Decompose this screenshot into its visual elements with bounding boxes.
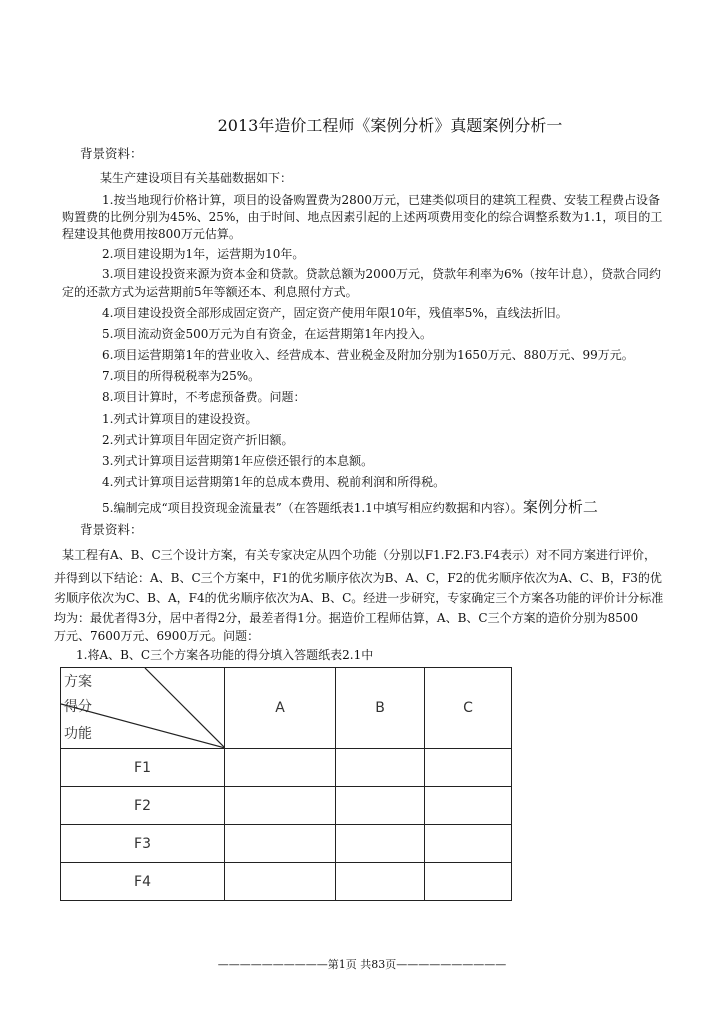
case1-question1: 1.列式计算项目的建设投资。 <box>102 412 258 426</box>
case2-question1: 1.将A、B、C三个方案各功能的得分填入答题纸表2.1中 <box>76 648 374 662</box>
column-header-b: B <box>336 668 425 749</box>
row-label-f4: F4 <box>61 863 225 901</box>
case1-item2: 2.项目建设期为1年，运营期为10年。 <box>102 247 305 261</box>
case2-title: 案例分析二 <box>522 498 598 516</box>
case1-question5-text: 5.编制完成“项目投资现金流量表”（在答题纸表1.1中填写相应约数据和内容）。 <box>102 501 523 515</box>
table-row <box>61 825 512 863</box>
case1-question2: 2.列式计算项目年固定资产折旧额。 <box>102 433 294 447</box>
case2-background-heading: 背景资料： <box>80 522 143 537</box>
case1-intro: 某生产建设项目有关基础数据如下： <box>100 171 293 185</box>
table-header-row <box>61 668 512 749</box>
page-title: 2013年造价工程师《案例分析》真题案例分析一 <box>217 116 563 135</box>
case1-question5 <box>102 499 598 516</box>
case2-paragraph-line1: 某工程有A、B、C三个设计方案，有关专家决定从四个功能（分别以F1.F2.F3.F4表示）对不同方案进行评价， <box>62 548 656 562</box>
case1-item3-line2: 定的还款方式为运营期前5年等额还本、利息照付方式。 <box>62 285 358 299</box>
corner-label-scheme: 方案 <box>64 674 92 690</box>
case1-item1-line2: 购置费的比例分别为45%、25%，由于时间、地点因素引起的上述两项费用变化的综合调整系数为1.1，项目的工 <box>62 210 663 224</box>
case1-item7: 7.项目的所得税税率为25%。 <box>102 369 261 383</box>
row-label-f3: F3 <box>61 825 225 863</box>
corner-label-score: 得分 <box>64 699 92 715</box>
score-cell <box>336 825 425 863</box>
case2-paragraph-line3: 劣顺序依次为C、B、A，F4的优劣顺序依次为A、B、C。经进一步研究，专家确定三个方案各功能的评价计分标准 <box>54 591 664 605</box>
case2-paragraph-line5: 万元、7600万元、6900万元。问题： <box>54 629 260 643</box>
score-cell <box>336 863 425 901</box>
table-corner-cell <box>61 668 225 749</box>
page-footer: ——————————第1页 共83页—————————— <box>217 958 507 971</box>
case2-paragraph-line2: 并得到以下结论：A、B、C三个方案中，F1的优劣顺序依次为B、A、C，F2的优劣顺序依次为A、C、B，F3的优 <box>54 571 662 585</box>
case1-item6: 6.项目运营期第1年的营业收入、经营成本、营业税金及附加分别为1650万元、880万元、99万元。 <box>102 348 634 362</box>
case1-item1-line3: 程建设其他费用按800万元估算。 <box>62 227 241 241</box>
case1-item8: 8.项目计算时，不考虑预备费。问题： <box>102 390 306 404</box>
row-label-f2: F2 <box>61 787 225 825</box>
score-cell <box>425 787 512 825</box>
score-cell <box>225 863 336 901</box>
case1-question3: 3.列式计算项目运营期第1年应偿还银行的本息额。 <box>102 454 374 468</box>
row-label-f1: F1 <box>61 749 225 787</box>
case1-item1-line1: 1.按当地现行价格计算，项目的设备购置费为2800万元，已建类似项目的建筑工程费、安装工程费占设备 <box>102 193 660 207</box>
score-cell <box>425 825 512 863</box>
case2-paragraph-line4: 均为：最优者得3分，居中者得2分，最差者得1分。据造价工程师估算，A、B、C三个方案的造价分别为8500 <box>54 611 639 625</box>
column-header-c: C <box>425 668 512 749</box>
score-cell <box>336 749 425 787</box>
score-cell <box>425 749 512 787</box>
column-header-a: A <box>225 668 336 749</box>
table-row <box>61 787 512 825</box>
score-cell <box>225 825 336 863</box>
score-cell <box>425 863 512 901</box>
case1-item4: 4.项目建设投资全部形成固定资产，固定资产使用年限10年，残值率5%，直线法折旧。 <box>102 306 568 320</box>
case1-item5: 5.项目流动资金500万元为自有资金，在运营期第1年内投入。 <box>102 327 432 341</box>
score-cell <box>225 749 336 787</box>
table-row <box>61 863 512 901</box>
score-cell <box>225 787 336 825</box>
corner-label-function: 功能 <box>64 726 92 742</box>
score-cell <box>336 787 425 825</box>
table-row <box>61 749 512 787</box>
case1-background-heading: 背景资料： <box>80 146 143 161</box>
case1-item3-line1: 3.项目建设投资来源为资本金和贷款。贷款总额为2000万元，贷款年利率为6%（按年计息），贷款合同约 <box>102 267 662 281</box>
scoring-table <box>60 667 512 901</box>
case1-question4: 4.列式计算项目运营期第1年的总成本费用、税前利润和所得税。 <box>102 475 446 489</box>
